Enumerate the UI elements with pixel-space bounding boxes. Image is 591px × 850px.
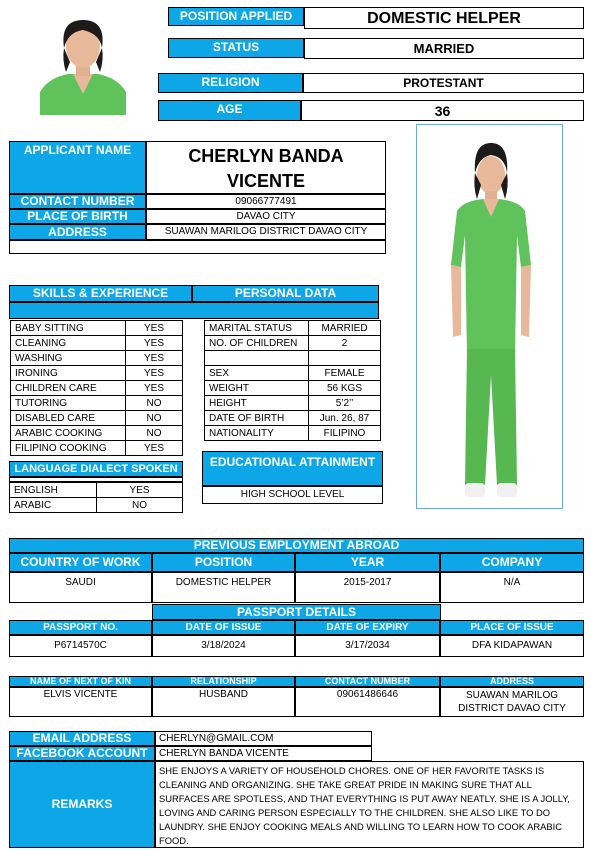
- facebook-label: FACEBOOK ACCOUNT: [9, 746, 155, 761]
- kin-address-line2: DISTRICT DAVAO CITY: [458, 703, 566, 714]
- contact-number-label: CONTACT NUMBER: [9, 194, 146, 209]
- passport-header-issue: DATE OF ISSUE: [152, 620, 295, 635]
- skill-name: ARABIC COOKING: [11, 426, 126, 441]
- personal-value: Jun. 26, 87: [309, 411, 381, 426]
- education-value: HIGH SCHOOL LEVEL: [202, 486, 383, 504]
- passport-expiry-date: 3/17/2034: [295, 635, 440, 657]
- kin-header-address: ADDRESS: [440, 676, 584, 687]
- facebook-value: CHERLYN BANDA VICENTE: [155, 746, 372, 761]
- kin-contact: 09061486646: [295, 687, 440, 717]
- personal-label: MARITAL STATUS: [205, 321, 309, 336]
- employment-data-row: [9, 572, 584, 603]
- employment-header-year: YEAR: [295, 553, 440, 572]
- full-body-photo: [416, 124, 563, 509]
- skill-name: FILIPINO COOKING: [11, 441, 126, 456]
- employment-header-country: COUNTRY OF WORK: [9, 553, 152, 572]
- kin-data-row: [9, 687, 584, 717]
- employment-company: N/A: [440, 572, 584, 603]
- passport-header-expiry: DATE OF EXPIRY: [295, 620, 440, 635]
- skill-value: YES: [126, 351, 183, 366]
- remarks-value: SHE ENJOYS A VARIETY OF HOUSEHOLD CHORES. ONE OF HER FAVORITE TASKS IS CLEANING AND ORGANIZING. SHE TAKE GREAT PRIDE IN MAKING SURE THAT ALL SURFACES ARE SPOTLESS, AND THAT EVERYTHING IS PUT AWAY NEATLY. SHE IS A JOLLY, LOVING AND CARING PERSON ESPECIALLY TO THE CHILDREN. SHE ALSO LIKE TO DO LAUNDRY. SHE ENJOY COOKING MEALS AND WILLING TO LEARN HOW TO COOK ARABIC FOOD.: [155, 761, 584, 848]
- personal-value: FILIPINO: [309, 426, 381, 441]
- applicant-blank-row: [9, 240, 386, 254]
- skill-name: TUTORING: [11, 396, 126, 411]
- skill-row: [11, 351, 183, 366]
- position-applied-value: DOMESTIC HELPER: [304, 7, 584, 29]
- employment-year: 2015-2017: [295, 572, 440, 603]
- skills-subheader-bar: [9, 302, 379, 319]
- status-value: MARRIED: [304, 38, 584, 59]
- personal-row: [205, 351, 381, 366]
- personal-label: HEIGHT: [205, 396, 309, 411]
- education-title: EDUCATIONAL ATTAINMENT: [202, 451, 383, 486]
- skill-value: YES: [126, 381, 183, 396]
- skill-value: NO: [126, 426, 183, 441]
- status-label: STATUS: [168, 38, 304, 58]
- personal-value: 5’2’’: [309, 396, 381, 411]
- passport-title: PASSPORT DETAILS: [152, 604, 441, 620]
- applicant-name-line2: VICENTE: [226, 171, 305, 191]
- language-value: NO: [97, 498, 183, 513]
- language-name: ENGLISH: [10, 483, 97, 498]
- contact-number-value: 09066777491: [146, 194, 386, 209]
- full-body-image-icon: [417, 125, 562, 508]
- skill-value: YES: [126, 321, 183, 336]
- position-applied-label: POSITION APPLIED: [168, 7, 304, 26]
- personal-value: FEMALE: [309, 366, 381, 381]
- personal-row: [205, 321, 381, 336]
- age-label: AGE: [158, 100, 301, 121]
- passport-issue-date: 3/18/2024: [152, 635, 295, 657]
- skill-name: IRONING: [11, 366, 126, 381]
- skill-name: BABY SITTING: [11, 321, 126, 336]
- kin-header-contact: CONTACT NUMBER: [295, 676, 440, 687]
- kin-relationship: HUSBAND: [152, 687, 295, 717]
- employment-header-row: [9, 553, 584, 572]
- personal-row: [205, 396, 381, 411]
- remarks-label: REMARKS: [9, 761, 155, 848]
- personal-row: [205, 366, 381, 381]
- skill-row: [11, 381, 183, 396]
- personal-value: MARRIED: [309, 321, 381, 336]
- skill-value: YES: [126, 441, 183, 456]
- personal-row: [205, 336, 381, 351]
- skill-value: YES: [126, 336, 183, 351]
- employment-title: PREVIOUS EMPLOYMENT ABROAD: [9, 538, 584, 553]
- email-label: EMAIL ADDRESS: [9, 731, 155, 746]
- employment-country: SAUDI: [9, 572, 152, 603]
- passport-header-number: PASSPORT NO.: [9, 620, 152, 635]
- kin-header-name: NAME OF NEXT OF KIN: [9, 676, 152, 687]
- language-row: [10, 498, 183, 513]
- skill-row: [11, 366, 183, 381]
- place-of-birth-value: DAVAO CITY: [146, 209, 386, 224]
- passport-number: P6714570C: [9, 635, 152, 657]
- place-of-birth-label: PLACE OF BIRTH: [9, 209, 146, 224]
- language-name: ARABIC: [10, 498, 97, 513]
- skill-row: [11, 396, 183, 411]
- personal-row: [205, 411, 381, 426]
- personal-value: 56 KGS: [309, 381, 381, 396]
- address-label: ADDRESS: [9, 224, 146, 240]
- email-value: CHERLYN@GMAIL.COM: [155, 731, 372, 746]
- skill-value: NO: [126, 411, 183, 426]
- kin-header-row: [9, 676, 584, 687]
- applicant-name-label: APPLICANT NAME: [9, 141, 146, 194]
- skills-table: [10, 320, 183, 456]
- personal-row: [205, 426, 381, 441]
- personal-label: SEX: [205, 366, 309, 381]
- skill-name: CLEANING: [11, 336, 126, 351]
- personal-data-table: [204, 320, 381, 441]
- personal-value: 2: [309, 336, 381, 351]
- passport-header-row: [9, 620, 584, 635]
- applicant-name-value: [146, 141, 386, 194]
- kin-name: ELVIS VICENTE: [9, 687, 152, 717]
- passport-place: DFA KIDAPAWAN: [440, 635, 584, 657]
- personal-label: NO. OF CHILDREN: [205, 336, 309, 351]
- passport-data-row: [9, 635, 584, 657]
- language-title: LANGUAGE DIALECT SPOKEN: [9, 461, 183, 477]
- skill-name: CHILDREN CARE: [11, 381, 126, 396]
- skill-row: [11, 441, 183, 456]
- language-table: [9, 482, 183, 513]
- headshot-photo: [38, 12, 128, 115]
- employment-position: DOMESTIC HELPER: [152, 572, 295, 603]
- skill-value: NO: [126, 396, 183, 411]
- address-value: SUAWAN MARILOG DISTRICT DAVAO CITY: [146, 224, 386, 240]
- skill-row: [11, 336, 183, 351]
- headshot-image-icon: [38, 12, 128, 115]
- kin-address: [440, 687, 584, 717]
- personal-row: [205, 381, 381, 396]
- skills-title: SKILLS & EXPERIENCE: [9, 285, 192, 302]
- personal-label: NATIONALITY: [205, 426, 309, 441]
- skill-row: [11, 321, 183, 336]
- language-value: YES: [97, 483, 183, 498]
- passport-header-place: PLACE OF ISSUE: [440, 620, 584, 635]
- skill-name: WASHING: [11, 351, 126, 366]
- religion-value: PROTESTANT: [303, 73, 584, 93]
- personal-data-title: PERSONAL DATA: [192, 285, 379, 302]
- personal-label: DATE OF BIRTH: [205, 411, 309, 426]
- skill-value: YES: [126, 366, 183, 381]
- skill-name: DISABLED CARE: [11, 411, 126, 426]
- applicant-name-line1: CHERLYN BANDA: [188, 146, 344, 166]
- personal-label: [205, 351, 309, 366]
- employment-header-position: POSITION: [152, 553, 295, 572]
- skill-row: [11, 426, 183, 441]
- age-value: 36: [301, 100, 584, 121]
- kin-header-relationship: RELATIONSHIP: [152, 676, 295, 687]
- skill-row: [11, 411, 183, 426]
- personal-label: WEIGHT: [205, 381, 309, 396]
- employment-header-company: COMPANY: [440, 553, 584, 572]
- kin-address-line1: SUAWAN MARILOG: [465, 690, 559, 701]
- religion-label: RELIGION: [158, 73, 303, 93]
- personal-value: [309, 351, 381, 366]
- language-row: [10, 483, 183, 498]
